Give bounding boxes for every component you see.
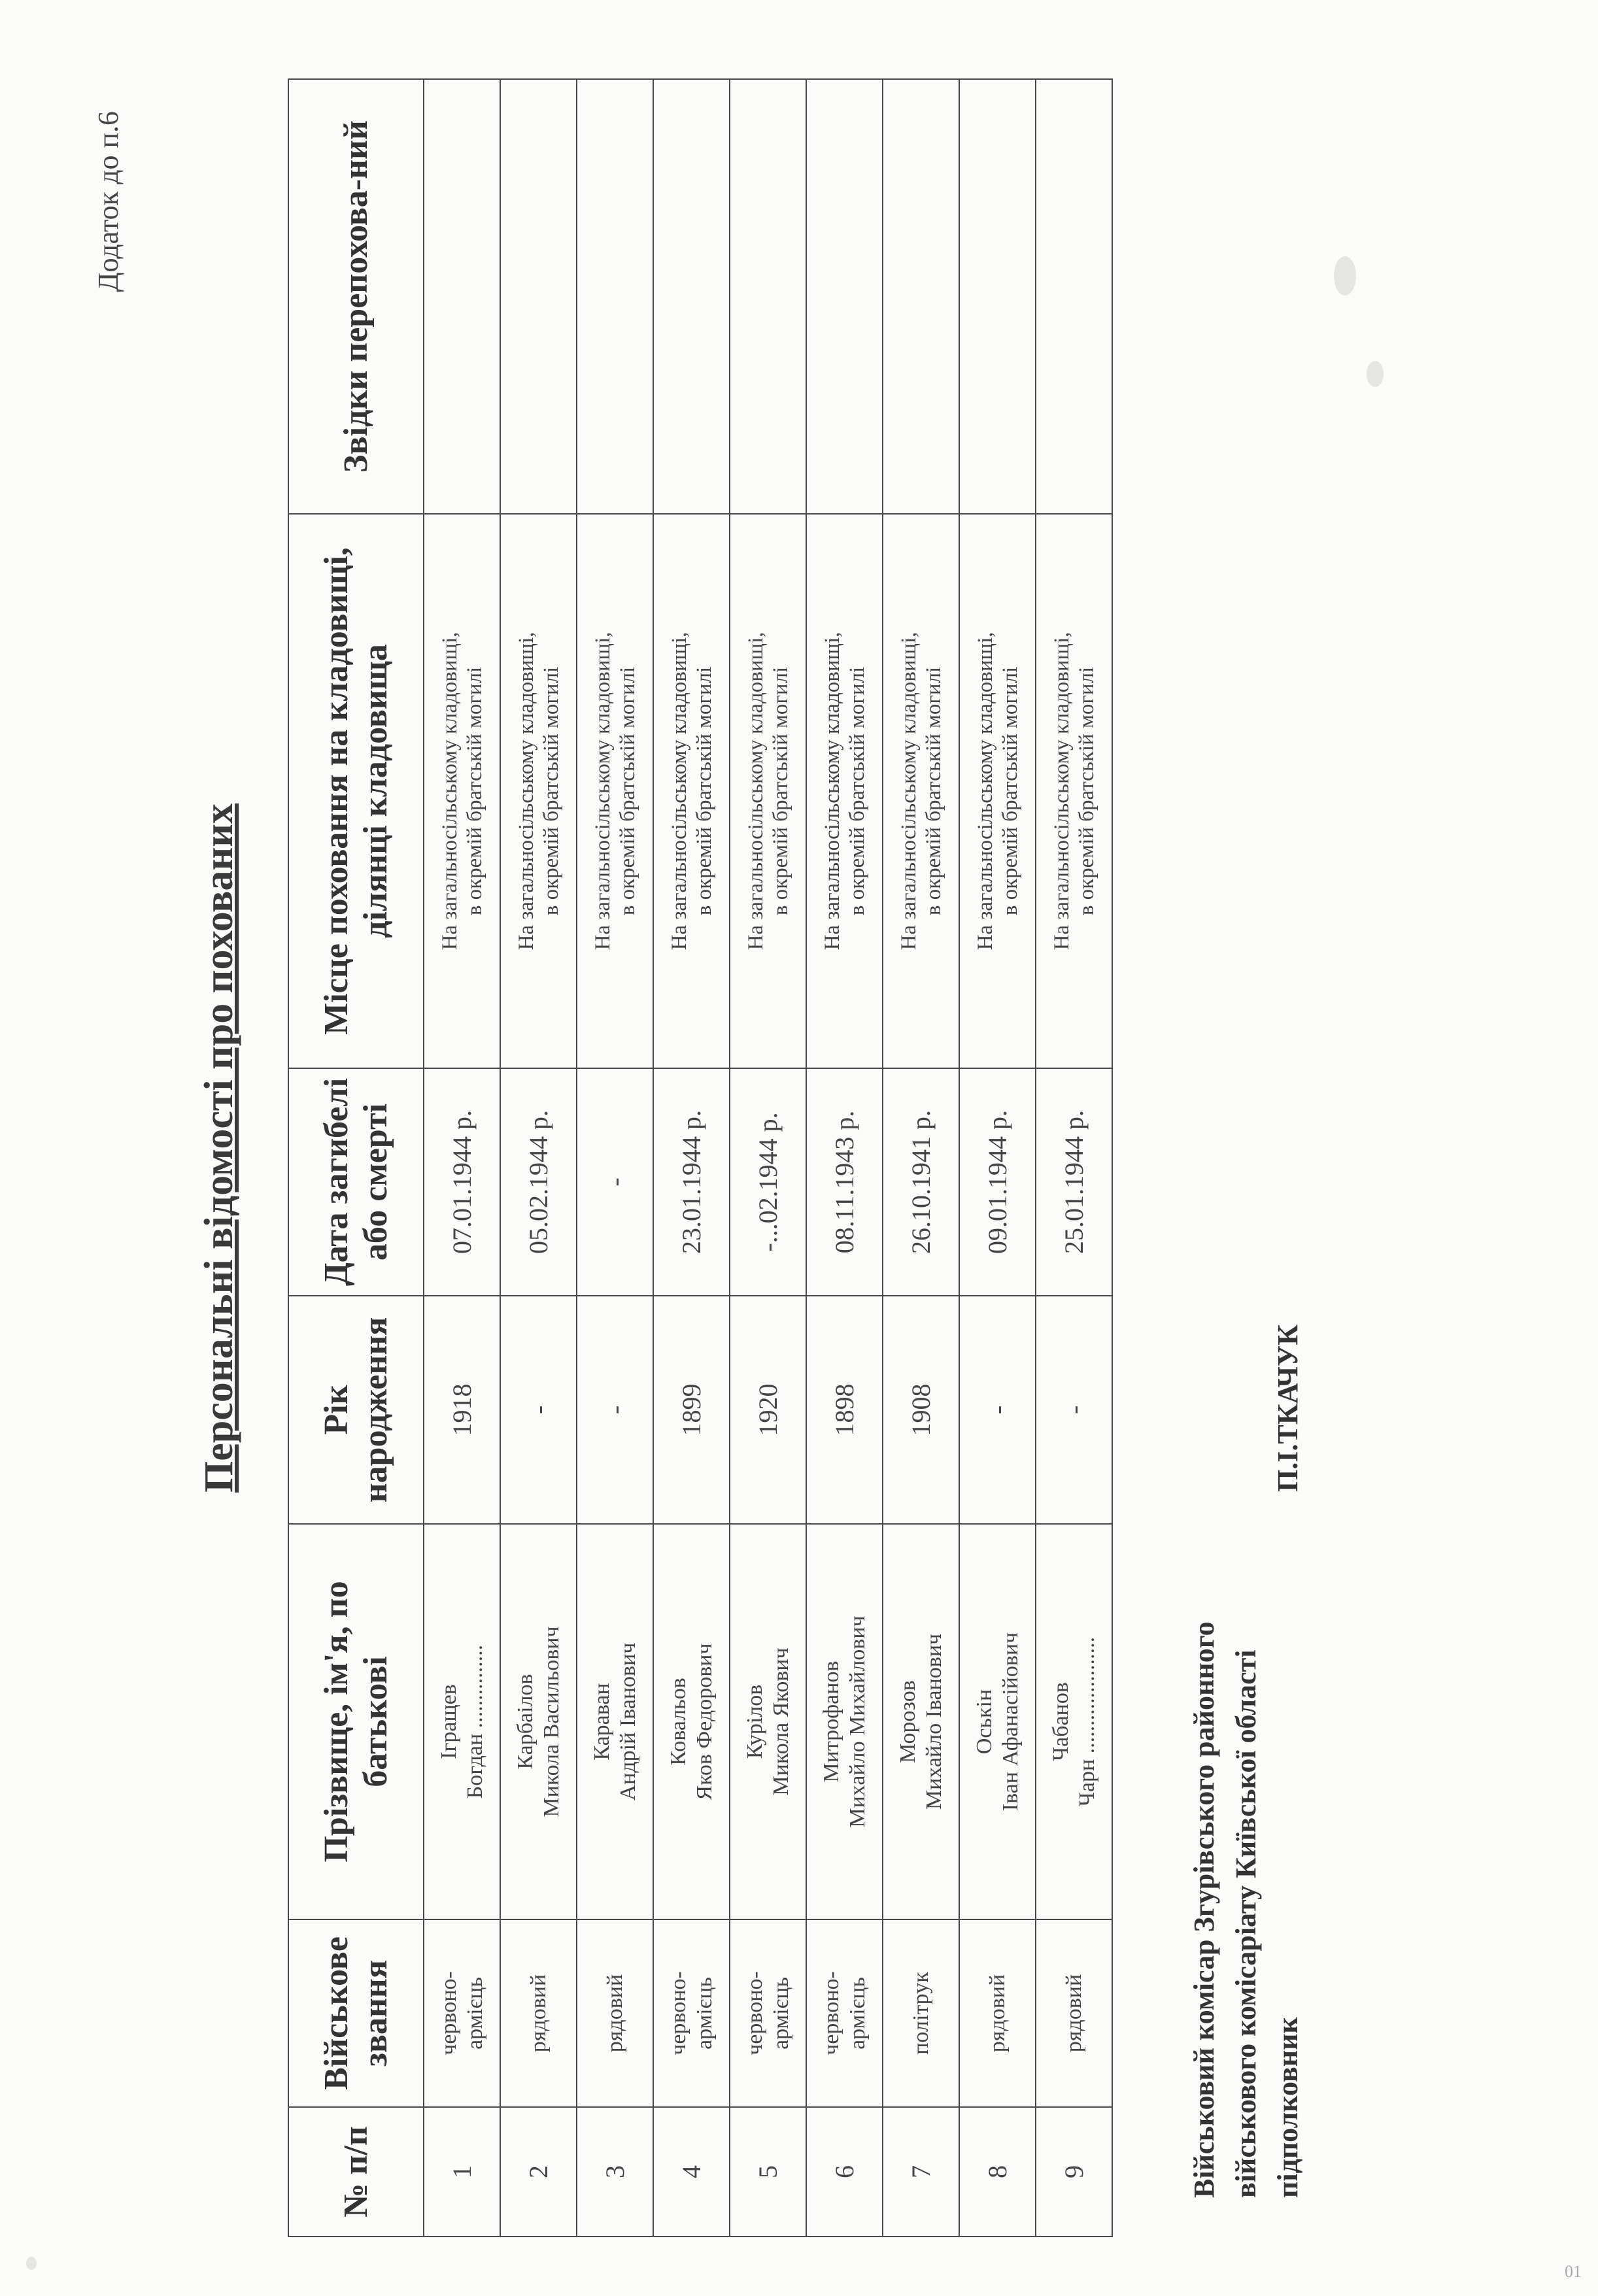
row-full-name: [806, 1524, 883, 1919]
first-patronymic: Богдан ...............: [462, 1644, 487, 1799]
last-name: Ковальов: [666, 1678, 690, 1766]
row-burial-place: [653, 514, 730, 1068]
last-name: Курілов: [742, 1684, 767, 1759]
header-reburied-from: Звідки перепохова-ний: [288, 79, 424, 514]
table-row: [883, 79, 959, 2237]
place-line-2: в окремій братській могилі: [615, 666, 639, 916]
row-burial-place: [883, 514, 959, 1068]
row-death-date: 23.01.1944 р.: [653, 1068, 730, 1296]
first-patronymic: Микола Якович: [768, 1647, 793, 1796]
rank-line-1: червоно-: [819, 1971, 843, 2055]
last-name: Карбаілов: [513, 1674, 537, 1770]
scan-smudge: [1367, 361, 1384, 387]
table-body: [424, 79, 1112, 2237]
place-line-1: На загальносільському кладовищі,: [1049, 632, 1074, 951]
row-rank: [806, 1919, 883, 2107]
row-full-name: [653, 1524, 730, 1919]
row-full-name: [1036, 1524, 1112, 1919]
table-row: [653, 79, 730, 2237]
first-patronymic: Михайло Михайлович: [845, 1615, 870, 1828]
row-birth-year: 1898: [806, 1296, 883, 1524]
table-header-row: [288, 79, 424, 2237]
rank-line-2: армієць: [768, 1977, 793, 2050]
rank-line-1: рядовий: [1061, 1974, 1086, 2053]
row-burial-place: [806, 514, 883, 1068]
signatory-rank: підполковник: [1272, 2017, 1304, 2198]
row-number: 9: [1036, 2107, 1112, 2237]
rank-line-1: червоно-: [666, 1971, 690, 2055]
signatory-title-line-2: військового комісаріату Київської області: [1230, 1649, 1262, 2198]
place-line-2: в окремій братській могилі: [539, 666, 563, 916]
row-death-date: 25.01.1944 р.: [1036, 1068, 1112, 1296]
row-birth-year: 1908: [883, 1296, 959, 1524]
row-burial-place: [959, 514, 1036, 1068]
row-rank: [959, 1919, 1036, 2107]
table-row: [1036, 79, 1112, 2237]
row-full-name: [959, 1524, 1036, 1919]
table-row: [424, 79, 500, 2237]
first-patronymic: Михайло Іванович: [921, 1633, 946, 1810]
table-row: [500, 79, 577, 2237]
place-line-2: в окремій братській могилі: [462, 666, 486, 916]
scan-smudge: [1334, 256, 1356, 295]
appendix-note: Додаток до п.6: [92, 111, 124, 292]
row-reburied-from: [959, 79, 1036, 514]
row-rank: [424, 1919, 500, 2107]
row-reburied-from: [1036, 79, 1112, 514]
place-line-1: На загальносільському кладовищі,: [590, 632, 615, 951]
place-line-2: в окремій братській могилі: [1074, 666, 1098, 916]
last-name: Ігращев: [436, 1684, 461, 1759]
row-full-name: [883, 1524, 959, 1919]
rank-line-2: армієць: [845, 1977, 870, 2050]
row-death-date: 26.10.1941 р.: [883, 1068, 959, 1296]
row-birth-year: 1920: [730, 1296, 806, 1524]
table-row: [577, 79, 653, 2237]
row-full-name: [730, 1524, 806, 1919]
row-death-date: 09.01.1944 р.: [959, 1068, 1036, 1296]
header-rank: Військове звання: [288, 1919, 424, 2107]
row-full-name: [577, 1524, 653, 1919]
rank-line-1: червоно-: [436, 1971, 461, 2055]
table-row: [730, 79, 806, 2237]
first-patronymic: Микола Васильович: [539, 1626, 564, 1817]
place-line-2: в окремій братській могилі: [998, 666, 1022, 916]
row-rank: [577, 1919, 653, 2107]
place-line-1: На загальносільському кладовищі,: [437, 632, 462, 951]
header-number: № п/п: [288, 2107, 424, 2237]
place-line-1: На загальносільському кладовищі,: [743, 632, 768, 951]
row-full-name: [500, 1524, 577, 1919]
row-number: 5: [730, 2107, 806, 2237]
row-death-date: 05.02.1944 р.: [500, 1068, 577, 1296]
last-name: Морозов: [895, 1680, 920, 1763]
corner-mark: 01: [1565, 2262, 1582, 2281]
scan-smudge: [26, 2257, 37, 2270]
signatory-name: П.І.ТКАЧУК: [1272, 1324, 1304, 1492]
signatory-title-line-1: Військовий комісар Згурівського районного: [1188, 1621, 1220, 2198]
row-reburied-from: [577, 79, 653, 514]
place-line-2: в окремій братській могилі: [768, 666, 792, 916]
row-number: 4: [653, 2107, 730, 2237]
rank-line-1: рядовий: [985, 1974, 1010, 2053]
place-line-1: На загальносільському кладовищі,: [896, 632, 921, 951]
burials-table: [288, 78, 1113, 2237]
place-line-2: в окремій братській могилі: [692, 666, 716, 916]
first-patronymic: Іван Афанасійович: [998, 1632, 1023, 1812]
header-burial-place: Місце поховання на кладовищі, ділянці кладовища: [288, 514, 424, 1068]
last-name: Оськін: [972, 1689, 996, 1755]
row-birth-year: 1899: [653, 1296, 730, 1524]
row-reburied-from: [806, 79, 883, 514]
row-number: 7: [883, 2107, 959, 2237]
rank-line-1: рядовий: [526, 1974, 551, 2053]
first-patronymic: Чарн .....................: [1074, 1636, 1099, 1807]
row-reburied-from: [424, 79, 500, 514]
row-burial-place: [577, 514, 653, 1068]
document-title: Персональні відомості про похованих: [197, 803, 241, 1493]
rank-line-1: політрук: [908, 1972, 933, 2055]
signature-block: [1183, 1152, 1309, 2198]
rank-line-2: армієць: [692, 1977, 717, 2050]
last-name: Караван: [589, 1683, 614, 1761]
row-burial-place: [424, 514, 500, 1068]
row-number: 1: [424, 2107, 500, 2237]
row-number: 8: [959, 2107, 1036, 2237]
place-line-1: На загальносільському кладовищі,: [514, 632, 538, 951]
last-name: Чабанов: [1048, 1682, 1073, 1761]
row-birth-year: -: [577, 1296, 653, 1524]
table-row: [806, 79, 883, 2237]
rank-line-2: армієць: [462, 1977, 487, 2050]
rank-line-1: рядовий: [602, 1974, 627, 2053]
row-burial-place: [1036, 514, 1112, 1068]
row-number: 3: [577, 2107, 653, 2237]
row-rank: [500, 1919, 577, 2107]
row-burial-place: [500, 514, 577, 1068]
row-number: 2: [500, 2107, 577, 2237]
place-line-1: На загальносільському кладовищі,: [973, 632, 997, 951]
row-reburied-from: [500, 79, 577, 514]
rank-line-1: червоно-: [742, 1971, 767, 2055]
row-birth-year: 1918: [424, 1296, 500, 1524]
row-rank: [883, 1919, 959, 2107]
first-patronymic: Андрій Іванович: [615, 1642, 640, 1801]
row-rank: [1036, 1919, 1112, 2107]
row-death-date: 08.11.1943 р.: [806, 1068, 883, 1296]
row-death-date: -: [577, 1068, 653, 1296]
row-rank: [730, 1919, 806, 2107]
row-reburied-from: [730, 79, 806, 514]
row-birth-year: -: [500, 1296, 577, 1524]
row-birth-year: -: [1036, 1296, 1112, 1524]
row-reburied-from: [883, 79, 959, 514]
row-number: 6: [806, 2107, 883, 2237]
row-death-date: -...02.1944 р.: [730, 1068, 806, 1296]
place-line-2: в окремій братській могилі: [921, 666, 945, 916]
header-birth-year: Рік народження: [288, 1296, 424, 1524]
row-death-date: 07.01.1944 р.: [424, 1068, 500, 1296]
first-patronymic: Яков Федорович: [692, 1643, 717, 1800]
row-full-name: [424, 1524, 500, 1919]
row-birth-year: -: [959, 1296, 1036, 1524]
row-burial-place: [730, 514, 806, 1068]
table-row: [959, 79, 1036, 2237]
last-name: Митрофанов: [819, 1661, 843, 1783]
header-full-name: Прізвище, ім'я, по батькові: [288, 1524, 424, 1919]
place-line-1: На загальносільському кладовищі,: [667, 632, 691, 951]
row-rank: [653, 1919, 730, 2107]
place-line-2: в окремій братській могилі: [845, 666, 869, 916]
row-reburied-from: [653, 79, 730, 514]
header-death-date: Дата загибелі або смерті: [288, 1068, 424, 1296]
place-line-1: На загальносільському кладовищі,: [820, 632, 844, 951]
